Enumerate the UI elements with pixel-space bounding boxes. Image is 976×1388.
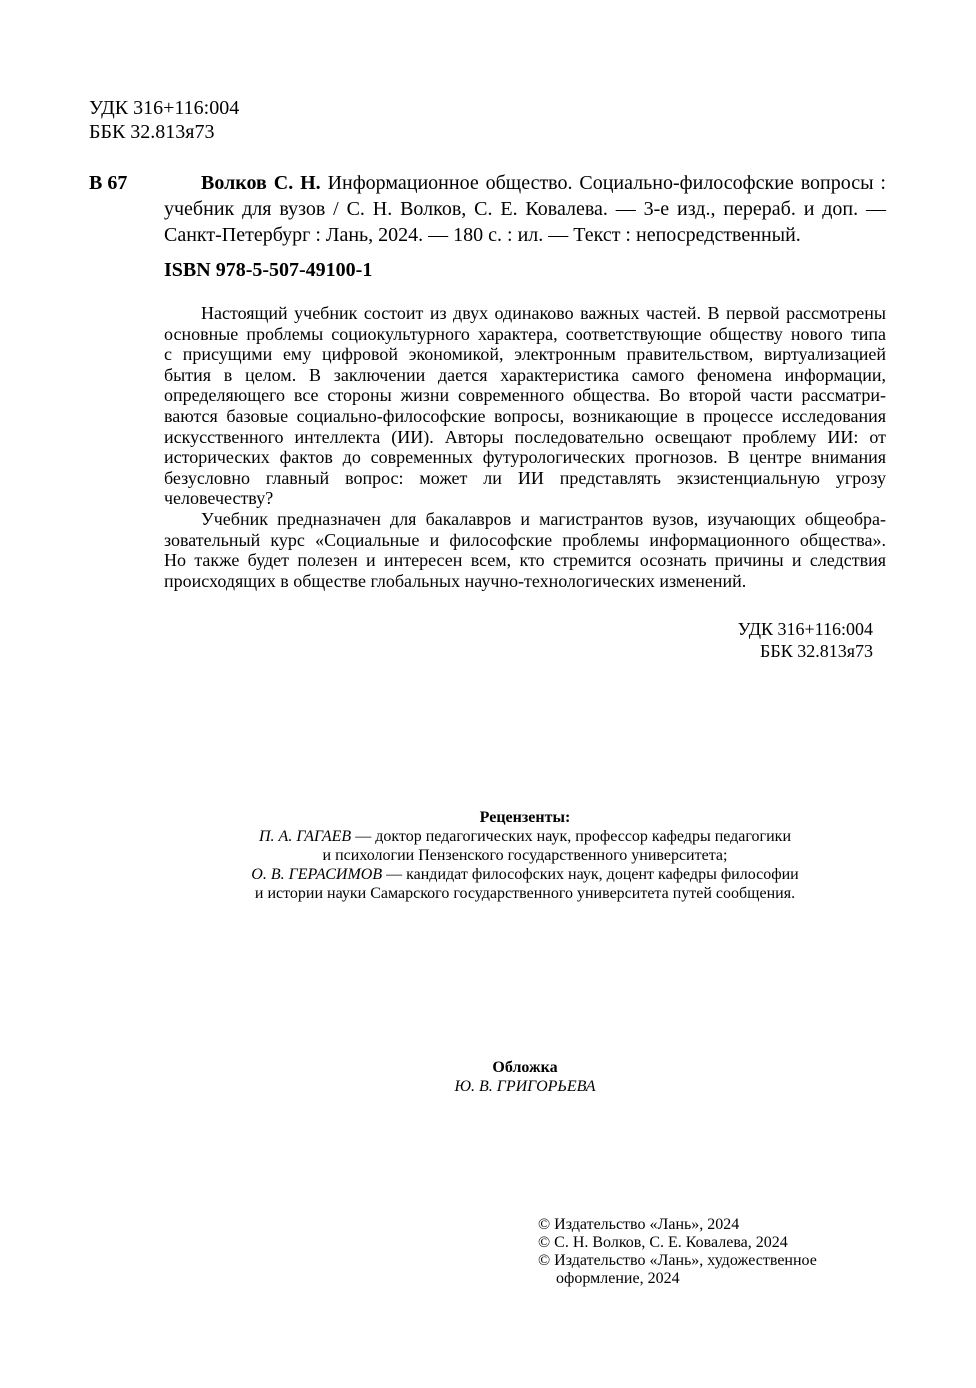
reviewer-1-name: П. А. ГАГАЕВ bbox=[258, 828, 352, 845]
annotation-line: с присущими ему цифровой экономикой, электронным правительством, виртуализацией bbox=[164, 344, 886, 365]
copyright-line: © Издательство «Лань», художественное bbox=[538, 1252, 817, 1269]
annotation-line: происходящих в обществе глобальных научно-технологических изменений. bbox=[164, 570, 747, 591]
annotation-line: Учебник предназначен для бакалавров и магистрантов вузов, изучающих общеобра- bbox=[201, 508, 886, 529]
udk-code: УДК 316+116:004 bbox=[89, 97, 240, 119]
reviewer-2 bbox=[0, 865, 976, 884]
copyright-line: © С. Н. Волков, С. Е. Ковалева, 2024 bbox=[538, 1234, 788, 1251]
cover-credit bbox=[0, 1058, 976, 1096]
annotation-line: бытия в целом. В заключении дается характеристика самого феномена информации, bbox=[164, 364, 886, 385]
annotation-line: Настоящий учебник состоит из двух одинаково важных частей. В первой рассмотрены bbox=[201, 303, 886, 323]
bibliographic-record bbox=[164, 170, 886, 248]
annotation-line: зовательный курс «Социальные и философские проблемы информационного общества». bbox=[164, 529, 886, 550]
copyright-line: оформление, 2024 bbox=[556, 1270, 680, 1287]
cover-heading: Обложка bbox=[492, 1059, 558, 1076]
reviewers-heading: Рецензенты: bbox=[479, 809, 571, 826]
annotation-line: ваются базовые социально-философские вопросы, возникающие в процессе исследования bbox=[164, 405, 886, 426]
isbn: ISBN 978-5-507-49100-1 bbox=[164, 259, 373, 281]
cover-designer: Ю. В. ГРИГОРЬЕВА bbox=[454, 1078, 596, 1095]
biblio-line-3: Санкт-Петербург : Лань, 2024. — 180 с. : ил. — Текст : непосредственный. bbox=[164, 224, 801, 246]
udk-code: УДК 316+116:004 bbox=[737, 619, 873, 639]
bbk-code: ББК 32.813я73 bbox=[760, 641, 873, 661]
annotation-line: искусственного интеллекта (ИИ). Авторы последовательно освещают проблему ИИ: от bbox=[164, 426, 886, 447]
book-title: Информационное общество. Социально-философские вопросы : bbox=[320, 172, 886, 194]
reviewer-2-affiliation: и истории науки Самарского государственного университета путей сообщения. bbox=[254, 885, 796, 902]
classification-codes-top bbox=[89, 96, 239, 144]
annotation-line: Но также будет полезен и интересен всем, кто стремится осознать причины и следствия bbox=[164, 550, 886, 571]
reviewer-2-name: О. В. ГЕРАСИМОВ bbox=[251, 866, 383, 883]
reviewer-2-title: — кандидат философских наук, доцент кафедры философии bbox=[382, 866, 799, 883]
annotation-line: безусловно главный вопрос: может ли ИИ представлять экзистенциальную угрозу bbox=[164, 467, 886, 488]
bbk-code: ББК 32.813я73 bbox=[89, 121, 215, 143]
biblio-line-2: учебник для вузов / С. Н. Волков, С. Е. Ковалева. — 3-е изд., перераб. и доп. — bbox=[164, 198, 886, 220]
annotation bbox=[164, 303, 886, 591]
reviewer-1-title: — доктор педагогических наук, профессор кафедры педагогики bbox=[351, 828, 792, 845]
biblio-line-1 bbox=[164, 170, 886, 196]
author-mark: В 67 bbox=[89, 172, 128, 194]
reviewer-1-affiliation: и психологии Пензенского государственного университета; bbox=[322, 847, 728, 864]
classification-codes-bottom bbox=[738, 618, 873, 662]
reviewer-1 bbox=[0, 827, 976, 846]
reviewers bbox=[0, 808, 976, 903]
copyright-line: © Издательство «Лань», 2024 bbox=[538, 1216, 740, 1233]
annotation-line: определяющего все стороны жизни современного общества. Во второй части рассматри- bbox=[164, 385, 886, 406]
author-name: Волков С. Н. bbox=[201, 172, 321, 194]
annotation-line: человечеству? bbox=[164, 488, 274, 509]
annotation-line: основные проблемы социокультурного характера, соответствующие обществу нового типа bbox=[164, 323, 886, 344]
copyright-block bbox=[538, 1216, 817, 1288]
annotation-line: исторических фактов до современных футурологических прогнозов. В центре внимания bbox=[164, 447, 886, 468]
